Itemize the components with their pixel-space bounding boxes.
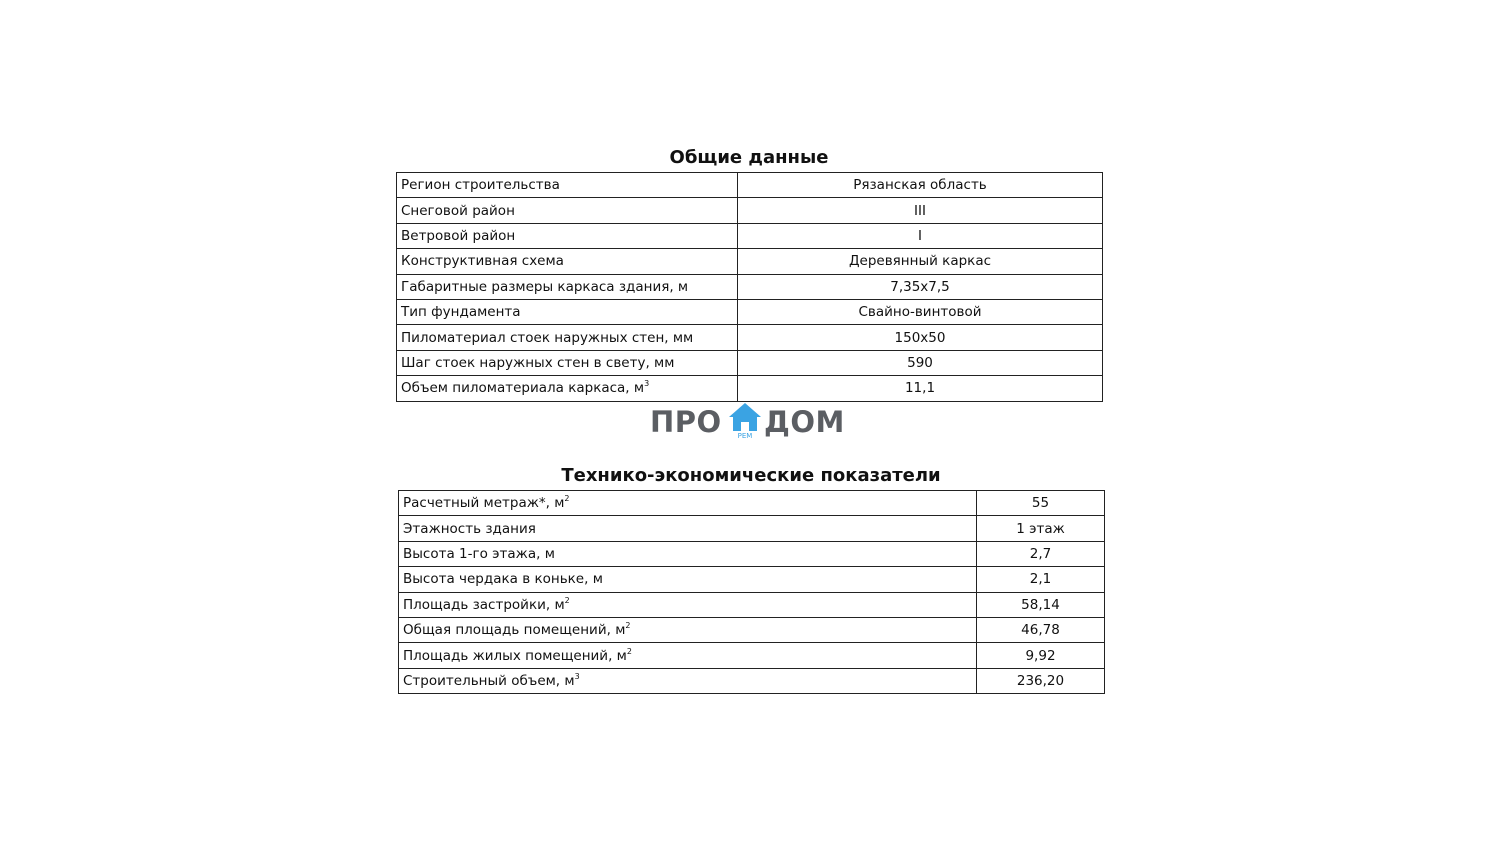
table-row [399, 491, 1105, 516]
row-value: 7,35х7,5 [738, 274, 1103, 299]
table-row [399, 617, 1105, 642]
table-row [399, 541, 1105, 566]
general-data-table [396, 172, 1103, 402]
table-row [399, 592, 1105, 617]
table-row [397, 376, 1103, 401]
unit-exponent: 3 [644, 379, 650, 389]
table-row [397, 274, 1103, 299]
unit-exponent: 2 [626, 646, 632, 656]
row-value: 150х50 [738, 325, 1103, 350]
unit-exponent: 3 [574, 671, 580, 681]
row-label: Регион строительства [397, 173, 738, 198]
row-label: Общая площадь помещений, $м^2$ [399, 617, 977, 642]
row-label: Снеговой район [397, 198, 738, 223]
row-label: Площадь застройки, $м^2$ [399, 592, 977, 617]
table-row [399, 643, 1105, 668]
logo-subtext: РЕМ [737, 432, 753, 440]
table-row [397, 198, 1103, 223]
row-label: Высота чердака в коньке, м [399, 567, 977, 592]
row-value: Свайно-винтовой [738, 299, 1103, 324]
row-label: Ветровой район [397, 223, 738, 248]
row-label: Габаритные размеры каркаса здания, м [397, 274, 738, 299]
table-row [397, 223, 1103, 248]
row-value: 2,1 [977, 567, 1105, 592]
table-row [399, 567, 1105, 592]
company-logo [648, 402, 852, 444]
row-value: III [738, 198, 1103, 223]
tech-indicators-table [398, 490, 1105, 694]
row-value: 2,7 [977, 541, 1105, 566]
row-label: Высота 1-го этажа, м [399, 541, 977, 566]
row-label: Площадь жилых помещений, $м^2$ [399, 643, 977, 668]
row-label: Расчетный метраж*, $м^2$ [399, 491, 977, 516]
row-value: Деревянный каркас [738, 249, 1103, 274]
table-row [399, 516, 1105, 541]
row-value: 236,20 [977, 668, 1105, 693]
logo-text-left: ПРО [650, 405, 722, 439]
table-row [399, 668, 1105, 693]
general-data-title: Общие данные [669, 147, 829, 168]
row-label: Объем пиломатериала каркаса, $м^3$ [397, 376, 738, 401]
row-label: Этажность здания [399, 516, 977, 541]
table-row [397, 173, 1103, 198]
row-label: Строительный объем, $м^3$ [399, 668, 977, 693]
unit-exponent: 2 [625, 621, 631, 631]
table-row [397, 350, 1103, 375]
row-label: Конструктивная схема [397, 249, 738, 274]
table-row [397, 249, 1103, 274]
row-value: 590 [738, 350, 1103, 375]
row-label: Шаг стоек наружных стен в свету, мм [397, 350, 738, 375]
row-value: I [738, 223, 1103, 248]
unit-exponent: 2 [564, 595, 570, 605]
row-label: Тип фундамента [397, 299, 738, 324]
row-value: 55 [977, 491, 1105, 516]
table-row [397, 299, 1103, 324]
logo-text-right: ДОМ [764, 405, 845, 439]
table-row [397, 325, 1103, 350]
house-icon [728, 402, 762, 432]
tech-indicators-title: Технико-экономические показатели [561, 465, 941, 486]
row-value: 1 этаж [977, 516, 1105, 541]
row-value: Рязанская область [738, 173, 1103, 198]
row-value: 46,78 [977, 617, 1105, 642]
row-value: 9,92 [977, 643, 1105, 668]
row-value: 58,14 [977, 592, 1105, 617]
row-label: Пиломатериал стоек наружных стен, мм [397, 325, 738, 350]
row-value: 11,1 [738, 376, 1103, 401]
unit-exponent: 2 [564, 494, 570, 504]
